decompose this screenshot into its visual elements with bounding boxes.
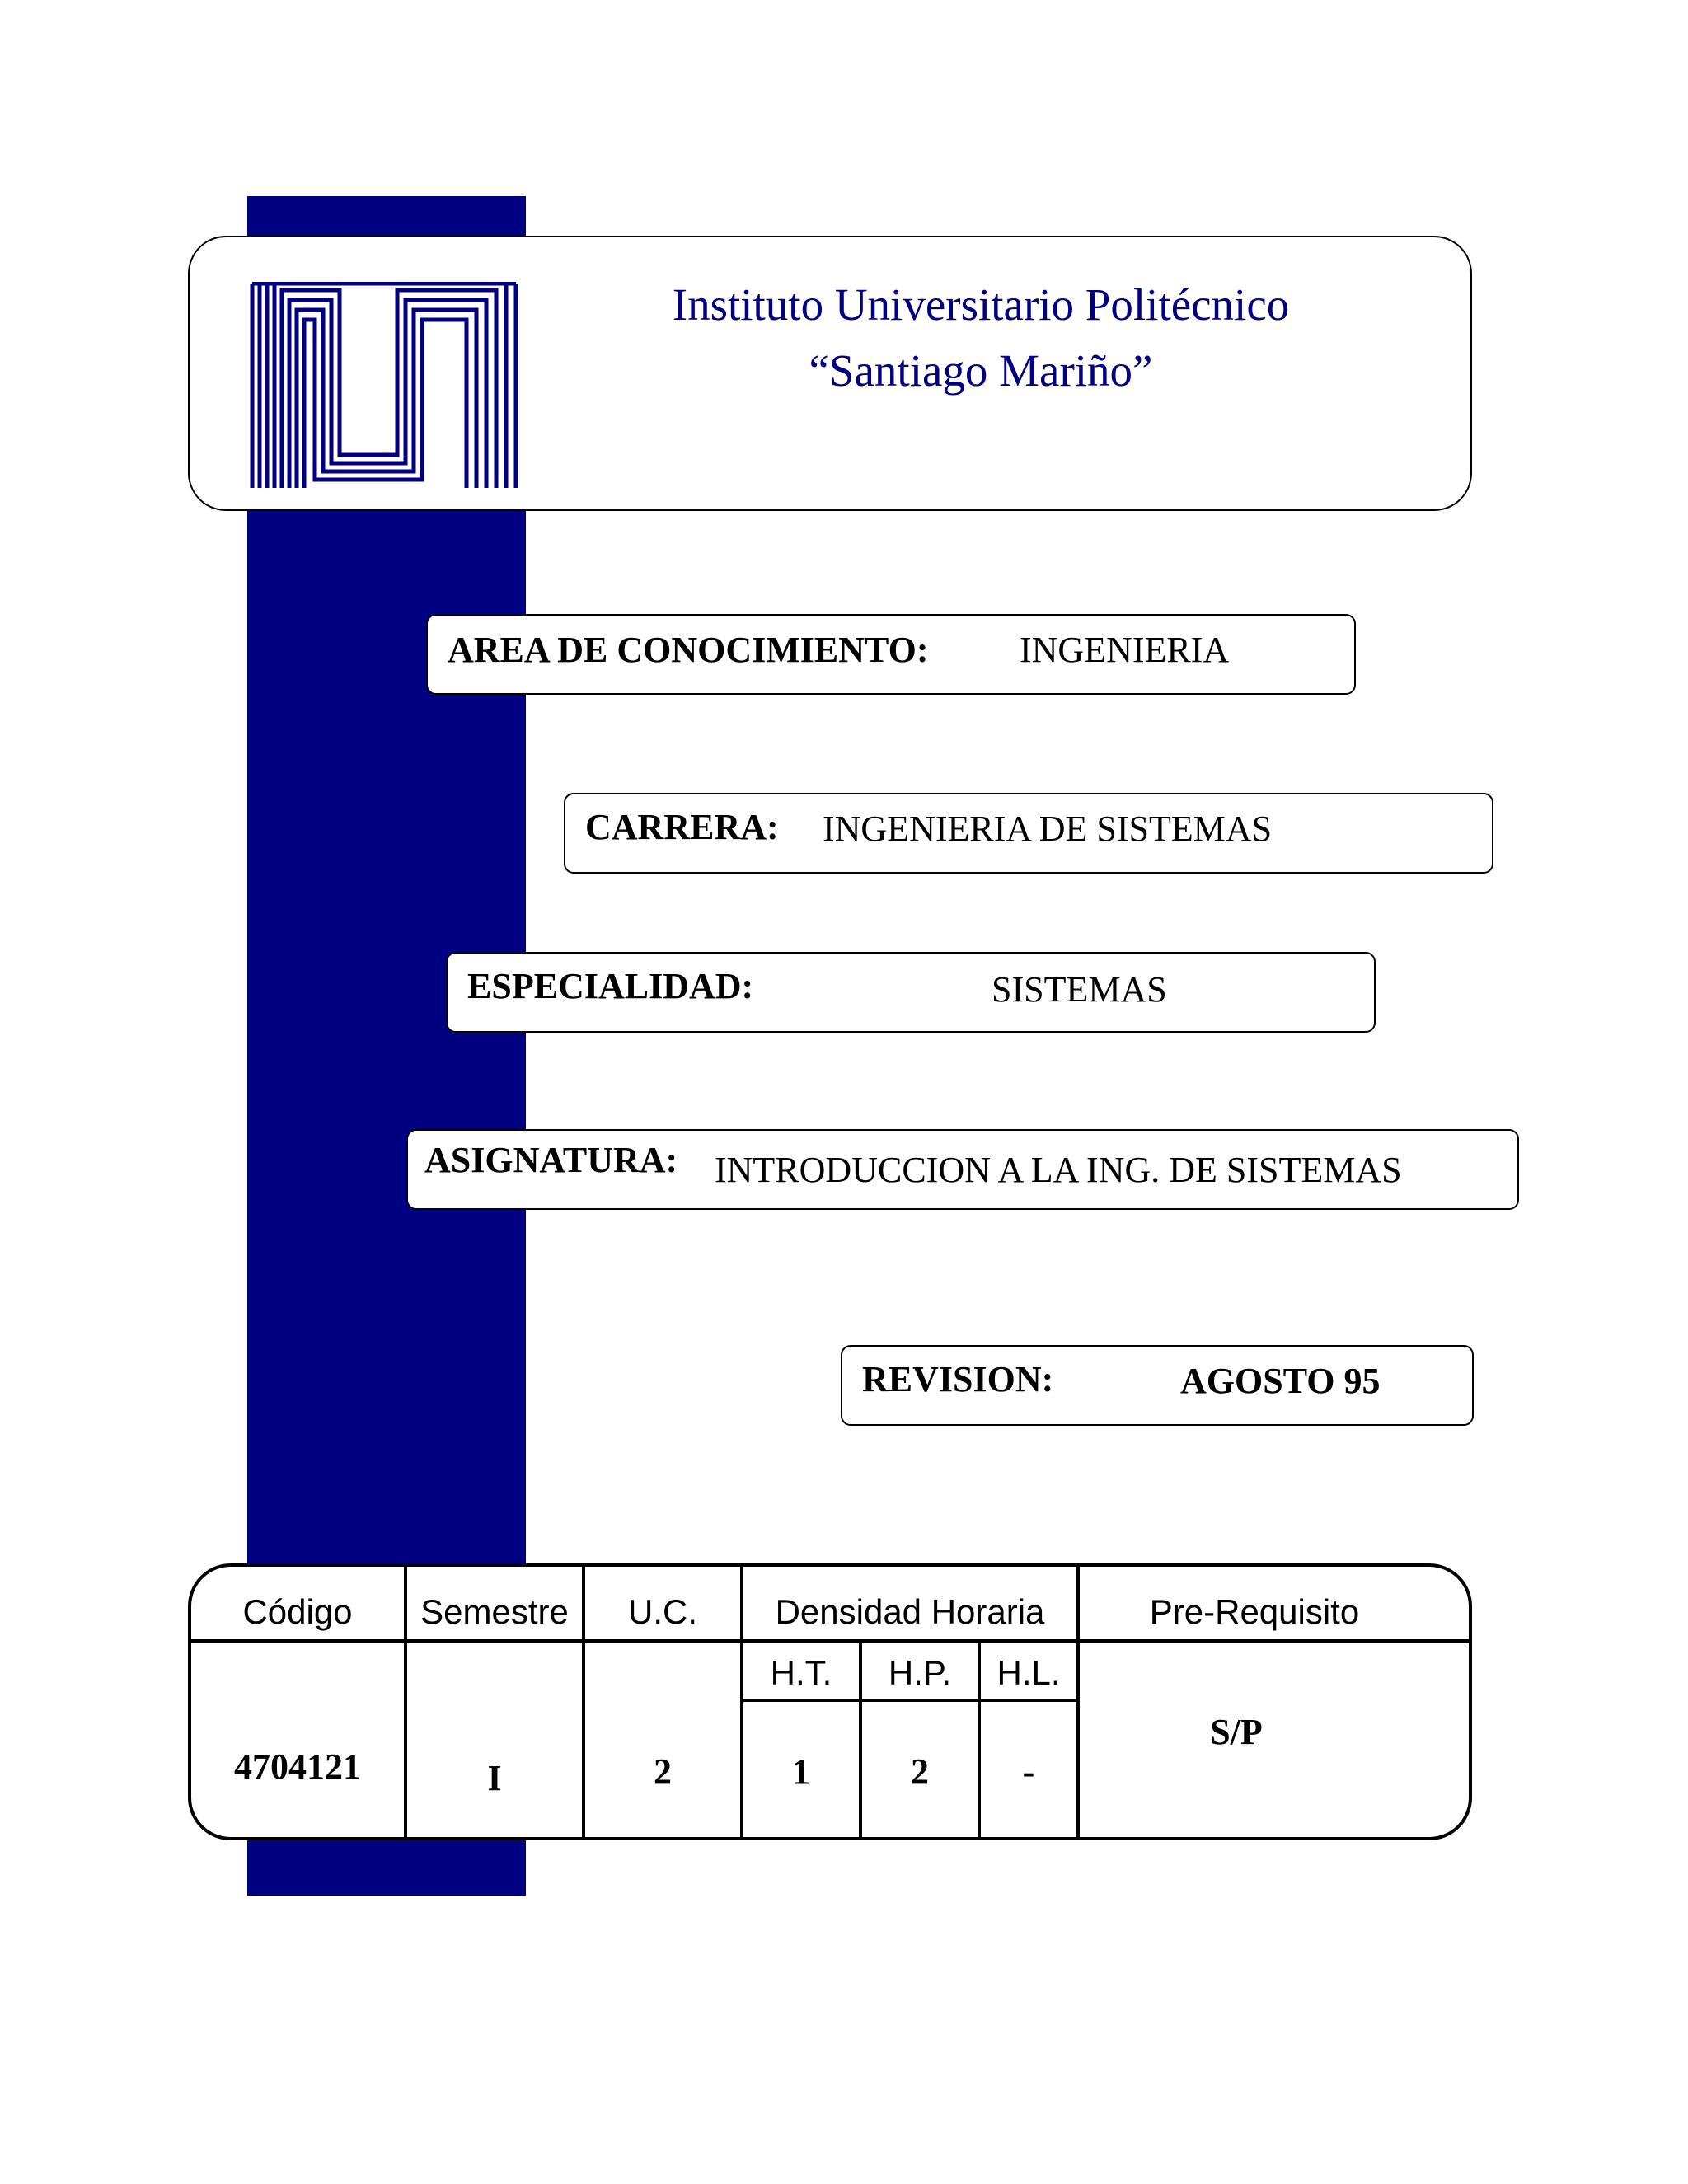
header-codigo: Código <box>242 1592 353 1631</box>
carrera-label: CARRERA: <box>585 807 779 847</box>
revision-label: REVISION: <box>862 1359 1054 1399</box>
institution-subname: “Santiago Mariño” <box>809 345 1153 396</box>
header-ht: H.T. <box>770 1653 832 1692</box>
table-header-rule <box>188 1639 1472 1643</box>
asignatura-value: INTRODUCCION A LA ING. DE SISTEMAS <box>715 1150 1402 1190</box>
header-prerequisito: Pre-Requisito <box>1149 1592 1360 1631</box>
table-subheader-rule <box>742 1699 1076 1702</box>
especialidad-value: SISTEMAS <box>992 969 1167 1010</box>
especialidad-field <box>446 952 1376 1033</box>
asignatura-label: ASIGNATURA: <box>424 1140 678 1180</box>
value-prerequisito: S/P <box>1210 1712 1263 1752</box>
value-hl: - <box>1022 1751 1035 1792</box>
value-ht: 1 <box>792 1751 810 1792</box>
header-semestre: Semestre <box>420 1592 569 1631</box>
header-densidad: Densidad Horaria <box>775 1592 1045 1631</box>
carrera-field <box>564 793 1493 874</box>
institution-name: Instituto Universitario Politécnico <box>672 279 1290 330</box>
revision-field <box>841 1345 1474 1426</box>
especialidad-label: ESPECIALIDAD: <box>467 966 754 1006</box>
header-hp: H.P. <box>888 1653 952 1692</box>
value-codigo: 4704121 <box>234 1746 361 1787</box>
revision-value: AGOSTO 95 <box>1180 1361 1381 1401</box>
area-value: INGENIERIA <box>1020 630 1230 670</box>
value-semestre: I <box>487 1758 502 1798</box>
value-hp: 2 <box>911 1751 929 1792</box>
carrera-value: INGENIERIA DE SISTEMAS <box>823 808 1273 849</box>
asignatura-field <box>406 1129 1519 1210</box>
iupsm-logo-icon <box>249 282 519 490</box>
header-hl: H.L. <box>996 1653 1061 1692</box>
area-label: AREA DE CONOCIMIENTO: <box>448 630 929 670</box>
value-uc: 2 <box>654 1751 672 1792</box>
area-field <box>426 614 1356 695</box>
header-uc: U.C. <box>628 1592 697 1631</box>
